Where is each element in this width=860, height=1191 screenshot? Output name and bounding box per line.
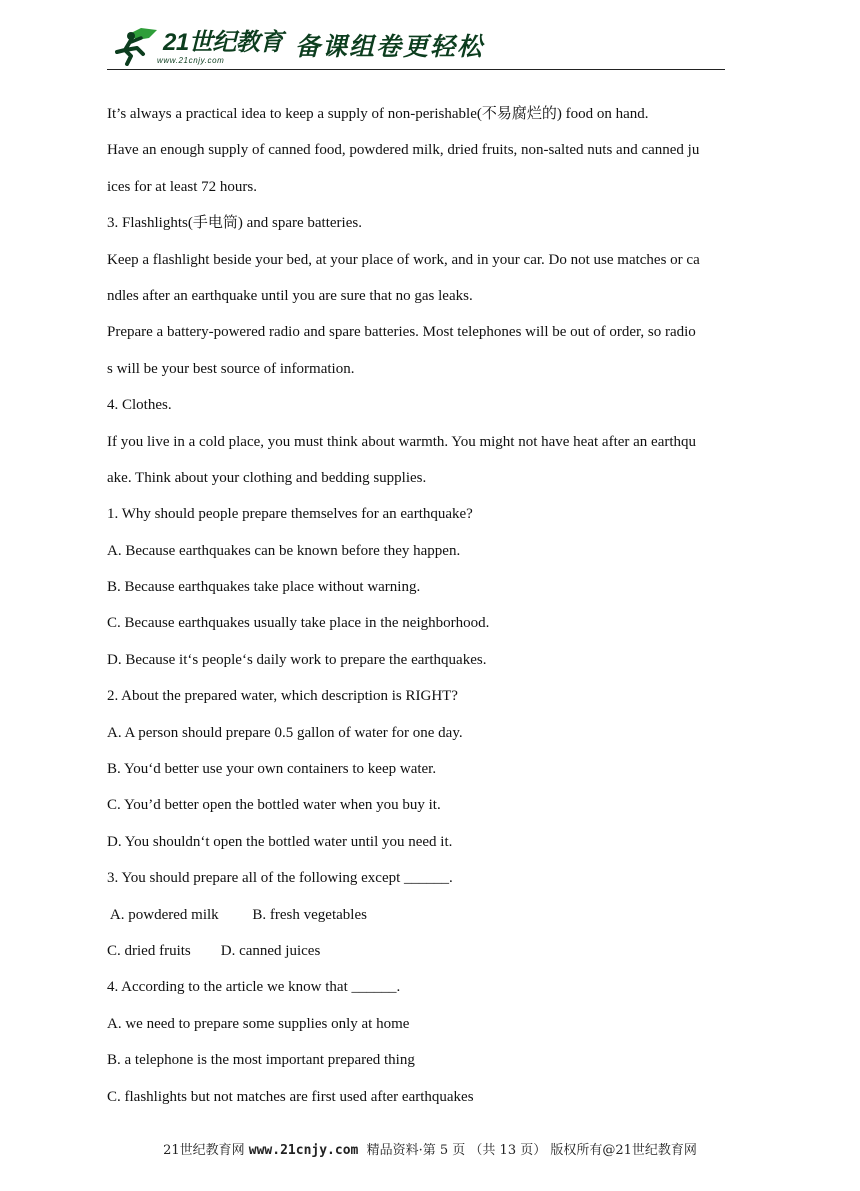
answer-option: A. Because earthquakes can be known before they happen. [107,542,461,559]
section-heading: 4. Clothes. [107,397,172,414]
text-line: If you live in a cold place, you must think about warmth. You might not have heat after an earthqu [107,433,697,450]
footer-suffix: 精品资料·第 5 页 （共 13 页） 版权所有@21世纪教育网 [358,1143,697,1158]
text-line: Keep a flashlight beside your bed, at your place of work, and in your car. Do not use matches or ca [107,251,700,268]
answer-option: C. You’d better open the bottled water when you buy it. [107,797,441,814]
page-header [107,26,725,70]
page-footer [0,1139,860,1158]
answer-option: C. Because earthquakes usually take place in the neighborhood. [107,615,490,632]
text-line: ake. Think about your clothing and bedding supplies. [107,469,427,486]
header-divider [107,69,725,70]
answer-option: D. Because it‘s people‘s daily work to prepare the earthquakes. [107,651,487,668]
section-heading: 3. Flashlights(手电筒) and spare batteries. [107,215,362,232]
runner-logo-icon [111,26,163,66]
logo-text: 21世纪教育 [163,29,283,56]
question-text: 1. Why should people prepare themselves for an earthquake? [107,506,473,523]
answer-option: B. Because earthquakes take place without warning. [107,579,421,596]
text-line: Prepare a battery-powered radio and spare batteries. Most telephones will be out of order, so radio [107,324,696,341]
footer-prefix: 21世纪教育网 [163,1143,249,1158]
answer-option: A. powdered milk B. fresh vegetables [107,906,367,923]
logo-url: www.21cnjy.com [157,56,225,65]
question-text: 3. You should prepare all of the following except ______. [107,870,453,887]
header-slogan: 备课组卷更轻松 [295,32,485,61]
question-text: 2. About the prepared water, which description is RIGHT? [107,688,458,705]
text-line: ices for at least 72 hours. [107,178,257,195]
footer-site-link[interactable]: www.21cnjy.com [248,1143,359,1158]
answer-option: B. You‘d better use your own containers to keep water. [107,761,437,778]
answer-option: D. You shouldn‘t open the bottled water until you need it. [107,833,453,850]
text-line: ndles after an earthquake until you are sure that no gas leaks. [107,287,473,304]
text-line: s will be your best source of information. [107,360,355,377]
answer-option: A. A person should prepare 0.5 gallon of water for one day. [107,724,463,741]
document-body [107,96,757,1115]
question-text: 4. According to the article we know that ______. [107,979,401,996]
answer-option: C. flashlights but not matches are first used after earthquakes [107,1088,474,1105]
text-line: Have an enough supply of canned food, powdered milk, dried fruits, non-salted nuts and canned ju [107,142,700,159]
text-line: It’s always a practical idea to keep a supply of non-perishable(不易腐烂的) food on hand. [107,106,649,122]
answer-option: C. dried fruits D. canned juices [107,942,321,959]
answer-option: B. a telephone is the most important prepared thing [107,1052,415,1069]
answer-option: A. we need to prepare some supplies only at home [107,1015,410,1032]
